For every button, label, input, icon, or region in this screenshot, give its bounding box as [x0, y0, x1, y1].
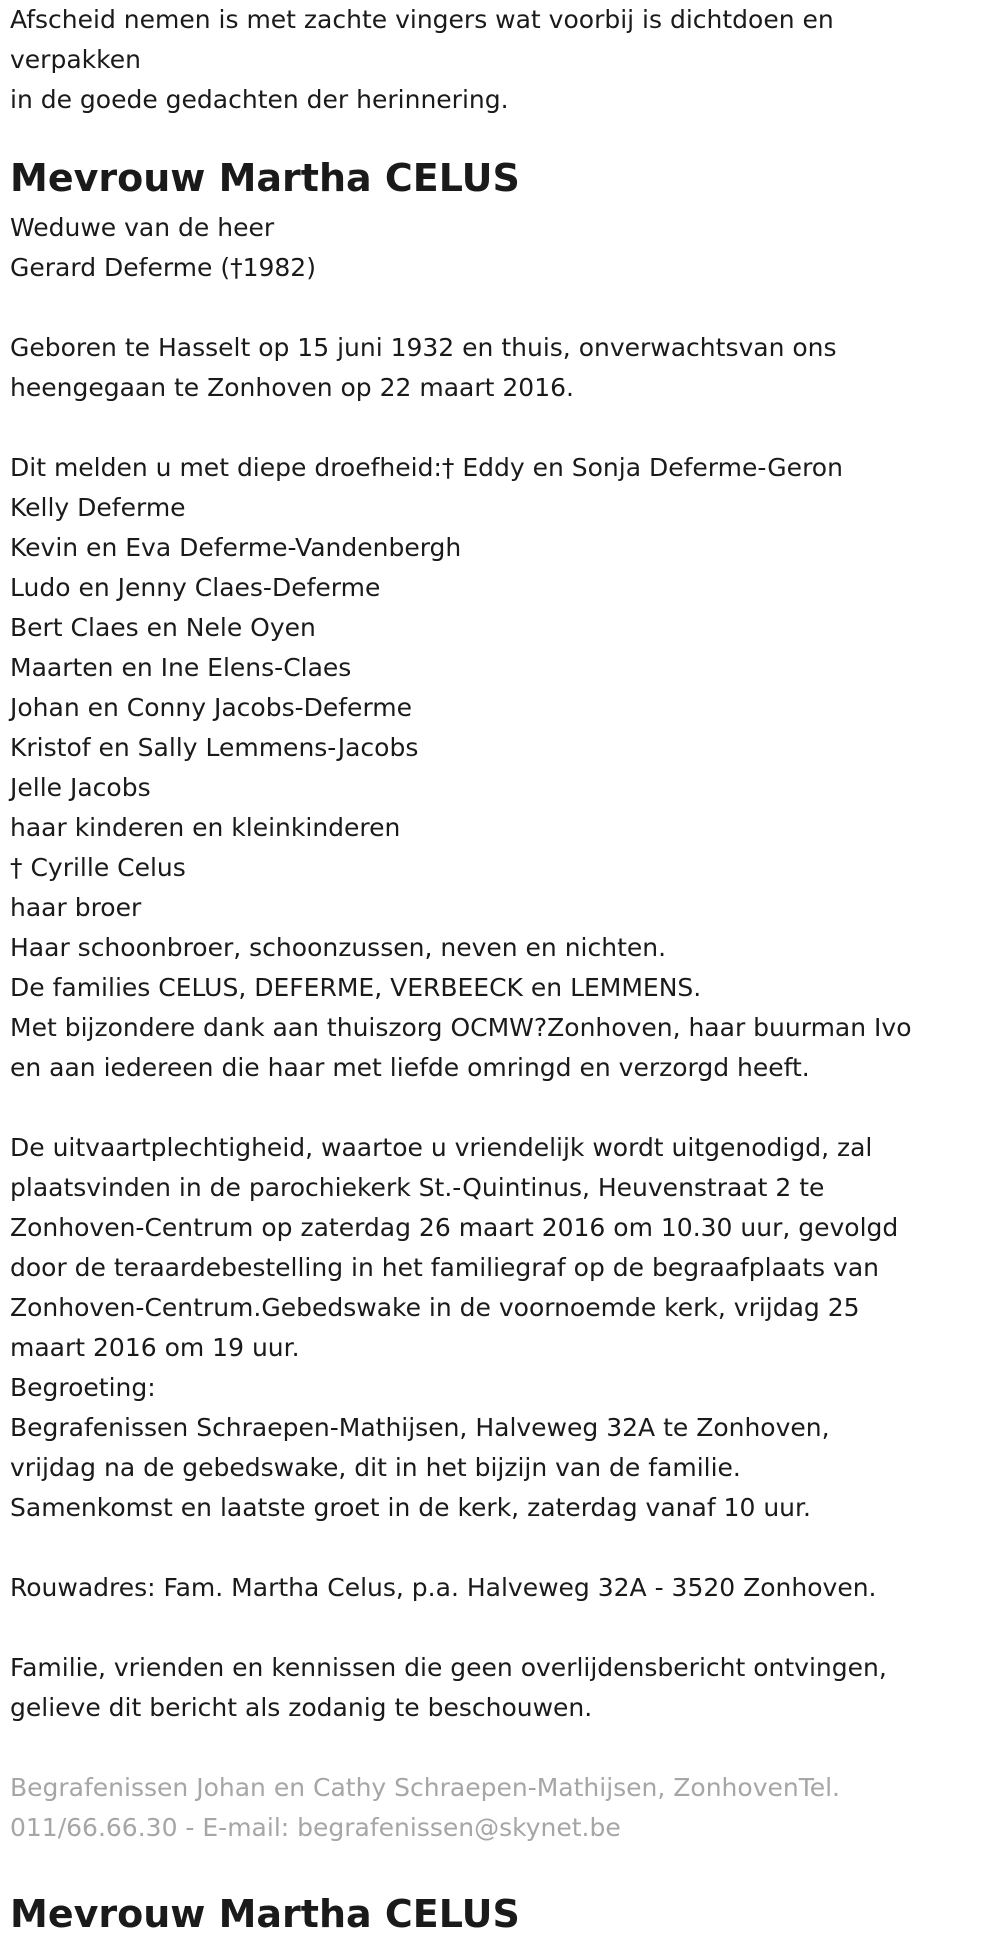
- notice-line: gelieve dit bericht als zodanig te beschouwen.: [10, 1693, 593, 1722]
- ceremony-line: Zonhoven-Centrum op zaterdag 26 maart 2016 om 10.30 uur, gevolgd: [10, 1213, 899, 1242]
- mourner-line: † Cyrille Celus: [10, 853, 186, 882]
- mourner-line: haar kinderen en kleinkinderen: [10, 813, 401, 842]
- birth-line: heengegaan te Zonhoven op 22 maart 2016.: [10, 373, 574, 402]
- ceremony-line: maart 2016 om 19 uur.: [10, 1333, 300, 1362]
- mourner-line: Kevin en Eva Deferme-Vandenbergh: [10, 533, 462, 562]
- intro-line: Afscheid nemen is met zachte vingers wat voorbij is dichtdoen en: [10, 5, 834, 34]
- deceased-name-heading: Mevrouw Martha CELUS: [10, 156, 520, 200]
- ceremony-line: Samenkomst en laatste groet in de kerk, zaterdag vanaf 10 uur.: [10, 1493, 811, 1522]
- mourners-list: [10, 448, 990, 1088]
- mourner-line: Kelly Deferme: [10, 493, 186, 522]
- intro-line: verpakken: [10, 45, 141, 74]
- mourner-line: Dit melden u met diepe droefheid:† Eddy en Sonja Deferme-Geron: [10, 453, 843, 482]
- ceremony-line: Begrafenissen Schraepen-Mathijsen, Halveweg 32A te Zonhoven,: [10, 1413, 830, 1442]
- birth-line: Geboren te Hasselt op 15 juni 1932 en thuis, onverwachtsvan ons: [10, 333, 837, 362]
- mourner-line: Met bijzondere dank aan thuiszorg OCMW?Zonhoven, haar buurman Ivo: [10, 1013, 912, 1042]
- funeral-home-footer: [10, 1768, 990, 1848]
- intro-poem: [10, 0, 990, 120]
- birth-death-info: [10, 328, 990, 408]
- deceased-name-footer-heading: Mevrouw Martha CELUS: [10, 1892, 520, 1936]
- ceremony-line: Begroeting:: [10, 1373, 156, 1402]
- ceremony-line: vrijdag na de gebedswake, dit in het bijzijn van de familie.: [10, 1453, 741, 1482]
- ceremony-line: door de teraardebestelling in het familiegraf op de begraafplaats van: [10, 1253, 879, 1282]
- intro-line: in de goede gedachten der herinnering.: [10, 85, 509, 114]
- mourner-line: Jelle Jacobs: [10, 773, 151, 802]
- mourner-line: haar broer: [10, 893, 142, 922]
- mourner-line: Haar schoonbroer, schoonzussen, neven en nichten.: [10, 933, 667, 962]
- ceremony-line: De uitvaartplechtigheid, waartoe u vriendelijk wordt uitgenodigd, zal: [10, 1133, 873, 1162]
- mourning-address: Rouwadres: Fam. Martha Celus, p.a. Halveweg 32A - 3520 Zonhoven.: [10, 1573, 877, 1602]
- widow-info: [10, 208, 990, 288]
- notice-text: [10, 1648, 990, 1728]
- widow-line: Gerard Deferme (†1982): [10, 253, 316, 282]
- ceremony-line: Zonhoven-Centrum.Gebedswake in de voornoemde kerk, vrijdag 25: [10, 1293, 860, 1322]
- ceremony-info: [10, 1128, 990, 1528]
- mourner-line: Maarten en Ine Elens-Claes: [10, 653, 352, 682]
- funeral-home-line: Begrafenissen Johan en Cathy Schraepen-Mathijsen, ZonhovenTel.: [10, 1773, 841, 1802]
- notice-line: Familie, vrienden en kennissen die geen overlijdensbericht ontvingen,: [10, 1653, 887, 1682]
- mourner-line: Kristof en Sally Lemmens-Jacobs: [10, 733, 419, 762]
- funeral-home-line: 011/66.66.30 - E-mail: begrafenissen@skynet.be: [10, 1813, 621, 1842]
- mourner-line: en aan iedereen die haar met liefde omringd en verzorgd heeft.: [10, 1053, 810, 1082]
- mourner-line: Ludo en Jenny Claes-Deferme: [10, 573, 381, 602]
- widow-line: Weduwe van de heer: [10, 213, 275, 242]
- mourner-line: Johan en Conny Jacobs-Deferme: [10, 693, 413, 722]
- mourner-line: De families CELUS, DEFERME, VERBEECK en LEMMENS.: [10, 973, 702, 1002]
- ceremony-line: plaatsvinden in de parochiekerk St.-Quintinus, Heuvenstraat 2 te: [10, 1173, 825, 1202]
- mourner-line: Bert Claes en Nele Oyen: [10, 613, 316, 642]
